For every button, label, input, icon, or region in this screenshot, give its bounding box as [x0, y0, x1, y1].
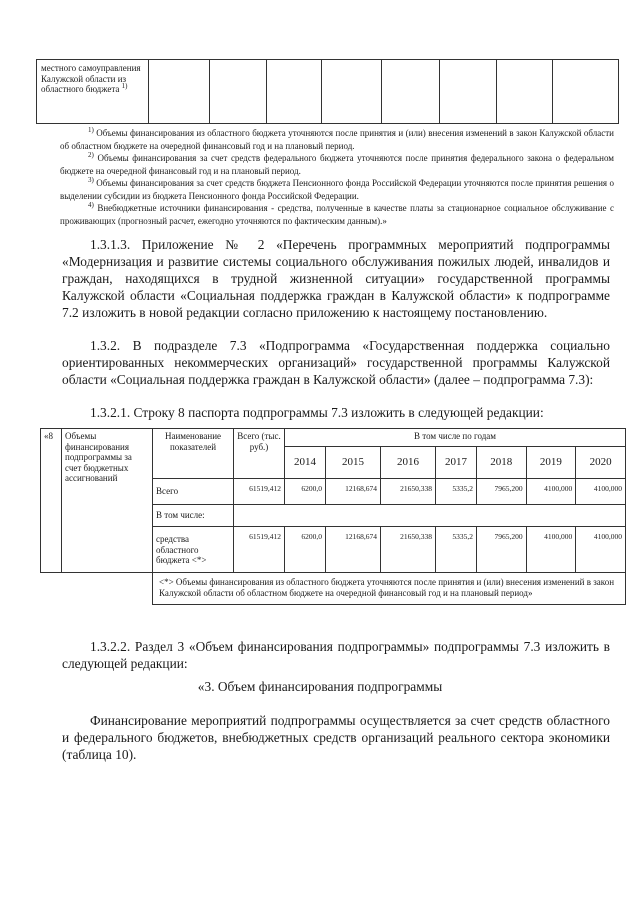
row-name: средства областного бюджета <*>: [153, 527, 234, 573]
row-number: «8: [41, 429, 62, 573]
empty-cell: [234, 505, 626, 527]
paragraph-text: 1.3.2.1. Строку 8 паспорта подпрограммы 7.3 изложить в следующей редакции:: [90, 405, 544, 420]
year-header: 2014: [285, 447, 326, 479]
footnote-4: $^{4)}$ Внебюджетные источники финансирования - средства, полученные в качестве платы за стационарное социальное обслуживание с проживающих (прогнозный расчет, ежегодно уточняются по фактическим данным).»: [60, 201, 614, 226]
cell-total: 61519,412: [234, 479, 285, 505]
paragraph-text: Финансирование мероприятий подпрограммы осуществляется за счет средств областного и федерального бюджетов, внебюджетных средств организаций реального сектора экономики (таблица 10).: [62, 713, 610, 762]
paragraph-1-3-1-3: [62, 236, 610, 321]
top-table-cell: [322, 60, 382, 124]
top-table-fragment: [36, 59, 619, 124]
footnote-3: $^{3)}$ Объемы финансирования за счет средств бюджета Пенсионного фонда Российской Федерации уточняются после принятия решения о выделении субсидии из бюджета Пенсионного фонда Российской Федерации.: [60, 176, 614, 201]
col-header-total: Всего (тыс. руб.): [234, 429, 285, 479]
cell-value: 7965,200: [476, 527, 526, 573]
paragraph-1-3-2-1: [62, 404, 610, 421]
passport-row-8-table: [40, 428, 626, 605]
paragraph-financing: [62, 712, 610, 763]
top-table-label-cell: [37, 60, 149, 124]
row-name: Всего: [153, 479, 234, 505]
top-table-cell: [440, 60, 497, 124]
section-heading: «3. Объем финансирования подпрограммы: [197, 679, 443, 694]
cell-value: 4100,000: [576, 479, 626, 505]
top-table-label: местного самоуправления Калужской области из областного бюджета: [41, 63, 141, 94]
cell-total: 61519,412: [234, 527, 285, 573]
year-header: 2018: [476, 447, 526, 479]
cell-value: 5335,2: [435, 527, 476, 573]
year-header: 2015: [326, 447, 381, 479]
footnote-2: $^{2)}$ Объемы финансирования за счет средств федерального бюджета уточняются после принятия федерального закона о федеральном бюджете на очередной финансовый год и на плановый период.: [60, 151, 614, 176]
col-header-years: В том числе по годам: [285, 429, 626, 447]
cell-value: 5335,2: [435, 479, 476, 505]
top-table-cell: [210, 60, 267, 124]
footnotes: [60, 127, 614, 227]
blank-cell: [41, 573, 153, 605]
top-table-cell: [149, 60, 210, 124]
year-header: 2020: [576, 447, 626, 479]
cell-value: 4100,000: [576, 527, 626, 573]
paragraph-text: 1.3.2. В подразделе 7.3 «Подпрограмма «Государственная поддержка социально ориентированных некоммерческих организаций» государственной программы Калужской области «Социальная поддержка граждан в Калужской области» (далее – подпрограмма 7.3):: [62, 338, 610, 387]
top-table-cell: [497, 60, 553, 124]
year-header: 2019: [526, 447, 576, 479]
year-header: 2017: [435, 447, 476, 479]
cell-value: 6200,0: [285, 527, 326, 573]
paragraph-1-3-2-2: [62, 638, 610, 672]
table-note: <*> Объемы финансирования из областного бюджета уточняются после принятия и (или) внесения изменений в закон Калужской области об областном бюджете на очередной финансовый год и на плановый период»: [153, 573, 626, 605]
cell-value: 21650,338: [380, 479, 435, 505]
top-table-cell: [267, 60, 322, 124]
top-table-cell: [382, 60, 440, 124]
paragraph-1-3-2: [62, 337, 610, 388]
cell-value: 4100,000: [526, 479, 576, 505]
top-table-cell: [553, 60, 619, 124]
cell-value: 12168,674: [326, 479, 381, 505]
paragraph-text: 1.3.2.2. Раздел 3 «Объем финансирования подпрограммы» подпрограммы 7.3 изложить в следующей редакции:: [62, 639, 610, 671]
cell-value: 4100,000: [526, 527, 576, 573]
year-header: 2016: [380, 447, 435, 479]
cell-value: 7965,200: [476, 479, 526, 505]
row-label: Объемы финансирования подпрограммы за счет бюджетных ассигнований: [62, 429, 153, 573]
paragraph-text: 1.3.1.3. Приложение № 2 «Перечень программных мероприятий подпрограммы «Модернизация и развитие системы социального обслуживания пожилых людей, инвалидов и граждан, находящихся в трудной жизненной ситуации» государственной программы Калужской области «Социальная поддержка граждан в Калужской области» к подпрограмме 7.2 изложить в новой редакции согласно приложению к настоящему постановлению.: [62, 237, 610, 320]
footnote-1: $^{1)}$ Объемы финансирования из областного бюджета уточняются после принятия и (или) внесения изменений в закон Калужской области об областном бюджете на очередной финансовый год и на плановый период.: [60, 126, 614, 151]
cell-value: 12168,674: [326, 527, 381, 573]
row-name: В том числе:: [153, 505, 234, 527]
footnote-ref: 1): [121, 82, 128, 90]
col-header-name: Наименование показателей: [153, 429, 234, 479]
cell-value: 6200,0: [285, 479, 326, 505]
cell-value: 21650,338: [380, 527, 435, 573]
